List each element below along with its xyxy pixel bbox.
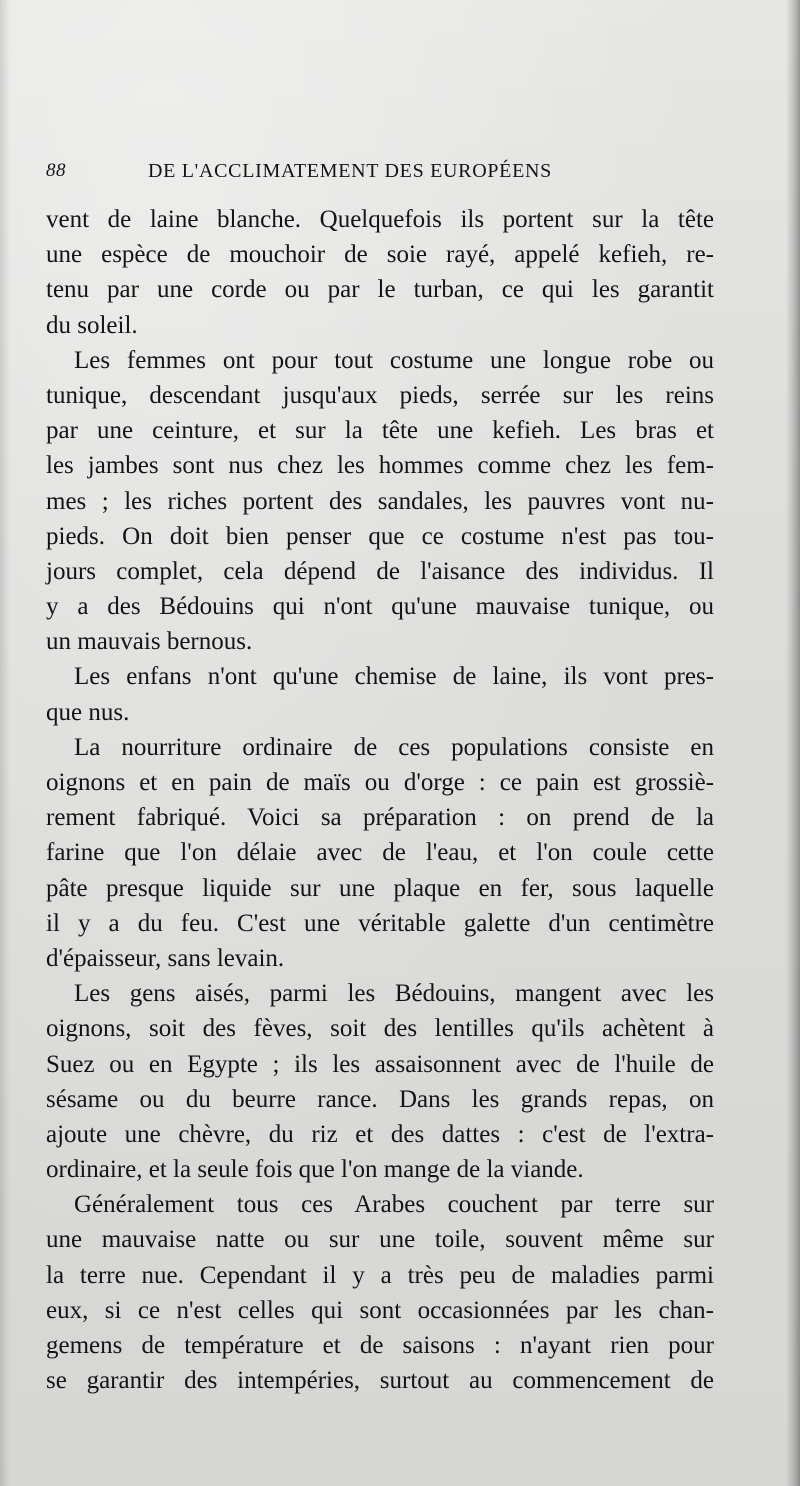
text-line: un mauvais bernous. bbox=[46, 628, 253, 656]
text-line: par une ceinture, et sur la tête une kefieh. Les bras et bbox=[46, 417, 714, 445]
text-line: la terre nue. Cependant il y a très peu de maladies parmi bbox=[46, 1261, 714, 1289]
page-header bbox=[46, 160, 746, 192]
text-line: tenu par une corde ou par le turban, ce qui les garantit bbox=[46, 276, 714, 304]
text-line: pâte presque liquide sur une plaque en fer, sous laquelle bbox=[46, 874, 714, 902]
page-right-shadow bbox=[786, 0, 800, 1486]
text-line: vent de laine blanche. Quelquefois ils portent sur la tête bbox=[46, 206, 714, 233]
text-line: il y a du feu. C'est une véritable galette d'un centimètre bbox=[46, 909, 714, 937]
page-number: 88 bbox=[46, 160, 66, 181]
text-line: les jambes sont nus chez les hommes comme chez les fem- bbox=[46, 452, 714, 480]
text-line: une espèce de mouchoir de soie rayé, appelé kefieh, re- bbox=[46, 241, 714, 269]
page-left-shadow bbox=[0, 0, 10, 1486]
text-line: Les enfans n'ont qu'une chemise de laine, ils vont pres- bbox=[74, 663, 714, 691]
text-line: une mauvaise natte ou sur une toile, souvent même sur bbox=[46, 1226, 714, 1254]
body-text bbox=[46, 202, 714, 1398]
text-line: eux, si ce n'est celles qui sont occasionnées par les chan- bbox=[46, 1296, 714, 1324]
text-line: Les gens aisés, parmi les Bédouins, mangent avec les bbox=[74, 980, 714, 1008]
text-line: sésame ou du beurre rance. Dans les grands repas, on bbox=[46, 1085, 714, 1113]
text-line: Les femmes ont pour tout costume une longue robe ou bbox=[74, 346, 714, 374]
text-line: Généralement tous ces Arabes couchent par terre sur bbox=[74, 1191, 714, 1219]
text-line: y a des Bédouins qui n'ont qu'une mauvaise tunique, ou bbox=[46, 593, 714, 621]
text-line: tunique, descendant jusqu'aux pieds, serrée sur les reins bbox=[46, 381, 714, 409]
text-line: pieds. On doit bien penser que ce costume n'est pas tou- bbox=[46, 522, 714, 550]
text-line: mes ; les riches portent des sandales, les pauvres vont nu- bbox=[46, 487, 714, 515]
text-line: ordinaire, et la seule fois que l'on mange de la viande. bbox=[46, 1156, 584, 1184]
text-line: gemens de température et de saisons : n'ayant rien pour bbox=[46, 1332, 714, 1359]
text-line: Suez ou en Egypte ; ils les assaisonnent avec de l'huile de bbox=[46, 1050, 714, 1078]
text-line: jours complet, cela dépend de l'aisance des individus. Il bbox=[46, 557, 714, 585]
text-line: oignons, soit des fèves, soit des lentilles qu'ils achètent à bbox=[46, 1015, 714, 1043]
text-line: oignons et en pain de maïs ou d'orge : ce pain est grossiè- bbox=[46, 769, 714, 796]
text-line: d'épaisseur, sans levain. bbox=[46, 944, 285, 972]
text-line: du soleil. bbox=[46, 311, 138, 339]
text-line: farine que l'on délaie avec de l'eau, et l'on coule cette bbox=[46, 839, 714, 867]
text-line: La nourriture ordinaire de ces populations consiste en bbox=[74, 733, 714, 761]
text-line: rement fabriqué. Voici sa préparation : on prend de la bbox=[46, 804, 714, 832]
text-line: se garantir des intempéries, surtout au commencement de bbox=[46, 1367, 714, 1395]
text-line: ajoute une chèvre, du riz et des dattes : c'est de l'extra- bbox=[46, 1120, 714, 1148]
text-line: que nus. bbox=[46, 698, 130, 726]
running-head: DE L'ACCLIMATEMENT DES EUROPÉENS bbox=[148, 160, 552, 182]
